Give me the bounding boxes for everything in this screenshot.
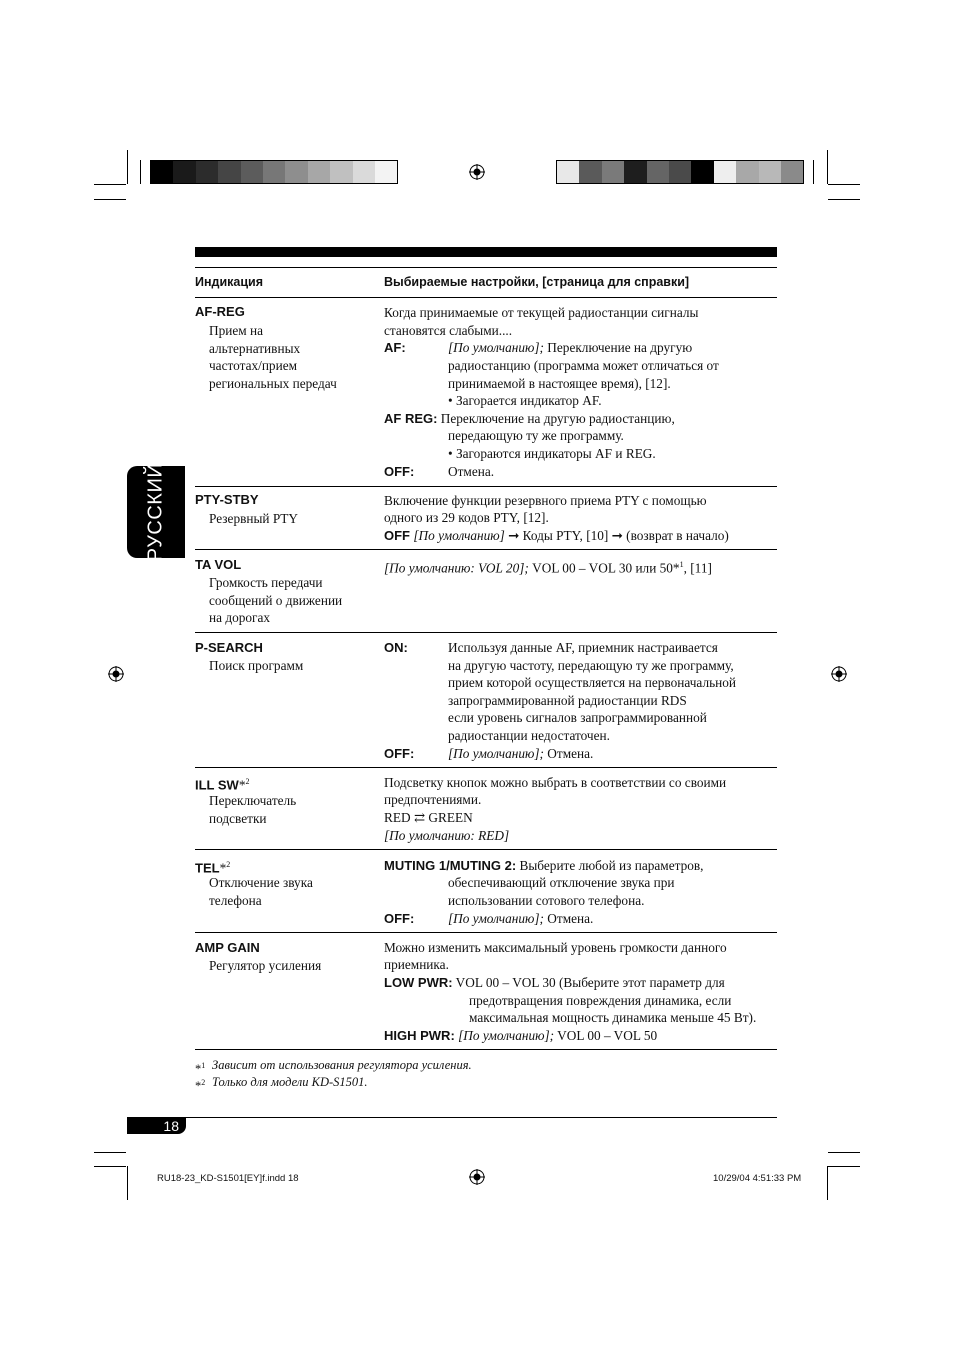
color-bar-right: [556, 160, 804, 184]
amp-gain-desc: Регулятор усиления: [209, 958, 322, 973]
header-settings: Выбираемые настройки, [страница для справки]: [384, 275, 690, 289]
row-divider: [195, 767, 777, 768]
footnote-mark: *: [195, 1079, 202, 1094]
tel-muting: [384, 857, 703, 875]
amp-low-label: LOW PWR:: [384, 975, 453, 990]
ill-sw-title-wrap: [195, 773, 249, 794]
header-bottom-rule: [195, 297, 777, 298]
amp-gain-title: AMP GAIN: [195, 940, 260, 955]
afreg-option-note: • Загораются индикаторы AF и REG.: [448, 446, 656, 461]
amp-low-text: VOL 00 – VOL 30 (Выберите этот параметр для: [452, 975, 725, 990]
footnote: [195, 1074, 205, 1096]
ill-sw-line: предпочтениями.: [384, 792, 482, 807]
p-search-on-text: если уровень сигналов запрограммированной: [448, 710, 707, 725]
amp-low-text: максимальная мощность динамика меньше 45 Вт).: [469, 1010, 757, 1025]
row-divider: [195, 549, 777, 550]
tel-desc: телефона: [209, 893, 262, 908]
crop-mark: [94, 184, 126, 185]
color-swatch: [602, 161, 624, 183]
ill-sw-default: [По умолчанию: RED]: [384, 828, 510, 843]
color-swatch: [308, 161, 330, 183]
color-swatch: [263, 161, 285, 183]
registration-mark-icon: [108, 666, 124, 682]
p-search-default: [По умолчанию];: [448, 746, 544, 761]
amp-high: [384, 1027, 657, 1045]
amp-gain-line: Можно изменить максимальный уровень громкости данного: [384, 940, 727, 955]
ill-sw-red: RED: [384, 810, 411, 825]
p-search-on-text: на другую частоту, передающую ту же программу,: [448, 658, 734, 673]
row-divider: [195, 632, 777, 633]
amp-low: [384, 974, 725, 992]
crop-mark: [828, 184, 860, 185]
side-tab-label: РУССКИЙ: [144, 462, 167, 562]
color-swatch: [714, 161, 736, 183]
ta-vol-setting: [384, 556, 712, 577]
amp-high-text: VOL 00 – VOL 50: [554, 1028, 658, 1043]
af-text: Переключение на другую: [543, 340, 693, 355]
af-option-text: принимаемой в настоящее время), [12].: [448, 376, 671, 391]
tel-title: TEL: [195, 860, 220, 876]
footnote-text: Зависит от использования регулятора усиления.: [212, 1058, 472, 1072]
af-reg-intro: Когда принимаемые от текущей радиостанции сигналы: [384, 305, 699, 320]
ta-vol-text: VOL 00 – VOL 30 или 50*: [528, 560, 680, 576]
pty-stby-title: PTY-STBY: [195, 492, 259, 507]
color-swatch: [579, 161, 601, 183]
crop-mark: [827, 150, 828, 184]
p-search-title: P-SEARCH: [195, 640, 263, 655]
registration-mark-icon: [831, 666, 847, 682]
table-bottom-rule: [195, 1049, 777, 1050]
header-indication: Индикация: [195, 275, 264, 289]
color-swatch: [647, 161, 669, 183]
crop-mark: [127, 150, 128, 184]
amp-gain-line: приемника.: [384, 957, 449, 972]
color-swatch: [196, 161, 218, 183]
af-reg-desc: Прием на: [209, 323, 264, 338]
ill-sw-line: Подсветку кнопок можно выбрать в соответствии со своими: [384, 775, 727, 790]
color-swatch: [285, 161, 307, 183]
crop-mark: [828, 1152, 860, 1153]
crop-mark: [827, 1166, 828, 1200]
af-option-text: радиостанцию (программа может отличаться от: [448, 358, 719, 373]
crop-mark: [140, 160, 141, 184]
header-top-rule: [195, 267, 777, 268]
p-search-desc: Поиск программ: [209, 658, 304, 673]
table-top-bar: [195, 247, 777, 257]
registration-mark-icon: [469, 1169, 485, 1185]
ta-vol-ref: , [11]: [683, 560, 712, 576]
p-search-on-text: запрограммированной радиостанции RDS: [448, 693, 687, 708]
p-search-on-text: радиостанции недостаточен.: [448, 728, 610, 743]
p-search-on-label: ON:: [384, 640, 408, 655]
ill-sw-desc: подсветки: [209, 811, 267, 826]
footnote-ref: 2: [245, 777, 250, 786]
color-bar-left: [150, 160, 398, 184]
tel-desc: Отключение звука: [209, 875, 313, 890]
language-side-tab: [127, 462, 185, 562]
af-reg-desc: частотах/прием: [209, 358, 298, 373]
pty-stby-line: одного из 29 кодов PTY, [12].: [384, 510, 549, 525]
ill-sw-star: *: [238, 777, 246, 793]
tel-muting-label: MUTING 1/MUTING 2:: [384, 858, 517, 873]
pty-off-label: OFF: [384, 528, 410, 543]
ta-vol-default: [По умолчанию: VOL 20];: [384, 560, 529, 576]
tel-default: [По умолчанию];: [448, 911, 544, 926]
ta-vol-desc: на дорогах: [209, 610, 271, 625]
color-swatch: [330, 161, 352, 183]
color-swatch: [557, 161, 579, 183]
footnote-ref: 2: [226, 860, 231, 869]
ill-sw-title: ILL SW: [195, 777, 239, 793]
amp-high-label: HIGH PWR:: [384, 1028, 455, 1043]
crop-mark: [828, 199, 860, 200]
p-search-off-text: [448, 745, 593, 763]
af-option-text: [448, 339, 692, 357]
afreg-option: [384, 410, 675, 428]
color-swatch: [218, 161, 240, 183]
footnote-num: 1: [201, 1061, 206, 1070]
crop-mark: [813, 160, 814, 184]
af-reg-desc: альтернативных: [209, 341, 301, 356]
print-footer-file: RU18-23_KD-S1501[EY]f.indd 18: [157, 1173, 299, 1184]
crop-mark: [127, 1166, 128, 1200]
tel-off-label: OFF:: [384, 911, 415, 926]
af-reg-off-label: OFF:: [384, 464, 415, 479]
af-reg-title: AF-REG: [195, 304, 245, 319]
color-swatch: [375, 161, 397, 183]
crop-mark: [828, 1166, 860, 1167]
row-divider: [195, 486, 777, 487]
color-swatch: [173, 161, 195, 183]
color-swatch: [781, 161, 803, 183]
color-swatch: [691, 161, 713, 183]
af-reg-intro: становятся слабыми....: [384, 323, 513, 338]
arrow-icon: ➞: [504, 528, 523, 543]
color-swatch: [759, 161, 781, 183]
color-swatch: [353, 161, 375, 183]
color-swatch: [669, 161, 691, 183]
row-divider: [195, 849, 777, 850]
af-reg-desc: региональных передач: [209, 376, 337, 391]
registration-mark-icon: [469, 164, 485, 180]
af-option-label: AF:: [384, 340, 406, 355]
tel-star: *: [219, 860, 227, 876]
afreg-option-label: AF REG:: [384, 411, 438, 426]
pty-stby-desc: Резервный PTY: [209, 511, 298, 526]
tel-muting-text: Выберите любой из параметров,: [516, 858, 704, 873]
color-swatch: [241, 161, 263, 183]
footnote-text: Только для модели KD-S1501.: [212, 1075, 368, 1089]
afreg-text: Переключение на другую радиостанцию,: [437, 411, 675, 426]
ill-sw-desc: Переключатель: [209, 793, 297, 808]
crop-mark: [94, 1152, 126, 1153]
page-bottom-rule: [127, 1117, 777, 1118]
amp-high-default: [По умолчанию];: [454, 1028, 555, 1043]
p-search-off: Отмена.: [543, 746, 594, 761]
color-swatch: [624, 161, 646, 183]
color-swatch: [151, 161, 173, 183]
tel-off-text: [448, 910, 593, 928]
ta-vol-desc: Громкость передачи: [209, 575, 323, 590]
page-number: 18: [163, 1118, 179, 1134]
pty-stby-sequence: [384, 527, 729, 545]
footnote-num: 2: [201, 1078, 206, 1087]
color-swatch: [736, 161, 758, 183]
ta-vol-desc: сообщений о движении: [209, 593, 343, 608]
pty-back: (возврат в начало): [626, 528, 729, 543]
print-footer-date: 10/29/04 4:51:33 PM: [713, 1173, 802, 1184]
arrow-icon: ➞: [608, 528, 627, 543]
footnote-mark: *: [195, 1062, 202, 1077]
pty-codes: Коды PTY, [10]: [522, 528, 609, 543]
crop-mark: [94, 1166, 126, 1167]
p-search-on-text: прием которой осуществляется на первоначальной: [448, 675, 737, 690]
footnote-ref: 1: [679, 560, 684, 569]
p-search-off-label: OFF:: [384, 746, 415, 761]
ta-vol-title: TA VOL: [195, 557, 242, 572]
af-default: [По умолчанию];: [448, 340, 544, 355]
tel-muting-text: обеспечивающий отключение звука при: [448, 875, 675, 890]
p-search-on-text: Используя данные AF, приемник настраивается: [448, 640, 718, 655]
ill-sw-green: GREEN: [428, 810, 473, 825]
pty-stby-line: Включение функции резервного приема PTY с помощью: [384, 493, 707, 508]
af-option-note: • Загорается индикатор AF.: [448, 393, 602, 408]
tel-muting-text: использовании сотового телефона.: [448, 893, 645, 908]
tel-off: Отмена.: [543, 911, 594, 926]
toggle-arrows-icon: ⇄: [413, 810, 426, 825]
row-divider: [195, 932, 777, 933]
ill-sw-options: [384, 809, 473, 827]
pty-default: [По умолчанию]: [410, 528, 505, 543]
af-reg-off-text: Отмена.: [448, 464, 495, 479]
crop-mark: [94, 199, 126, 200]
afreg-option-text: передающую ту же программу.: [448, 428, 624, 443]
amp-low-text: предотвращения повреждения динамика, если: [469, 993, 732, 1008]
